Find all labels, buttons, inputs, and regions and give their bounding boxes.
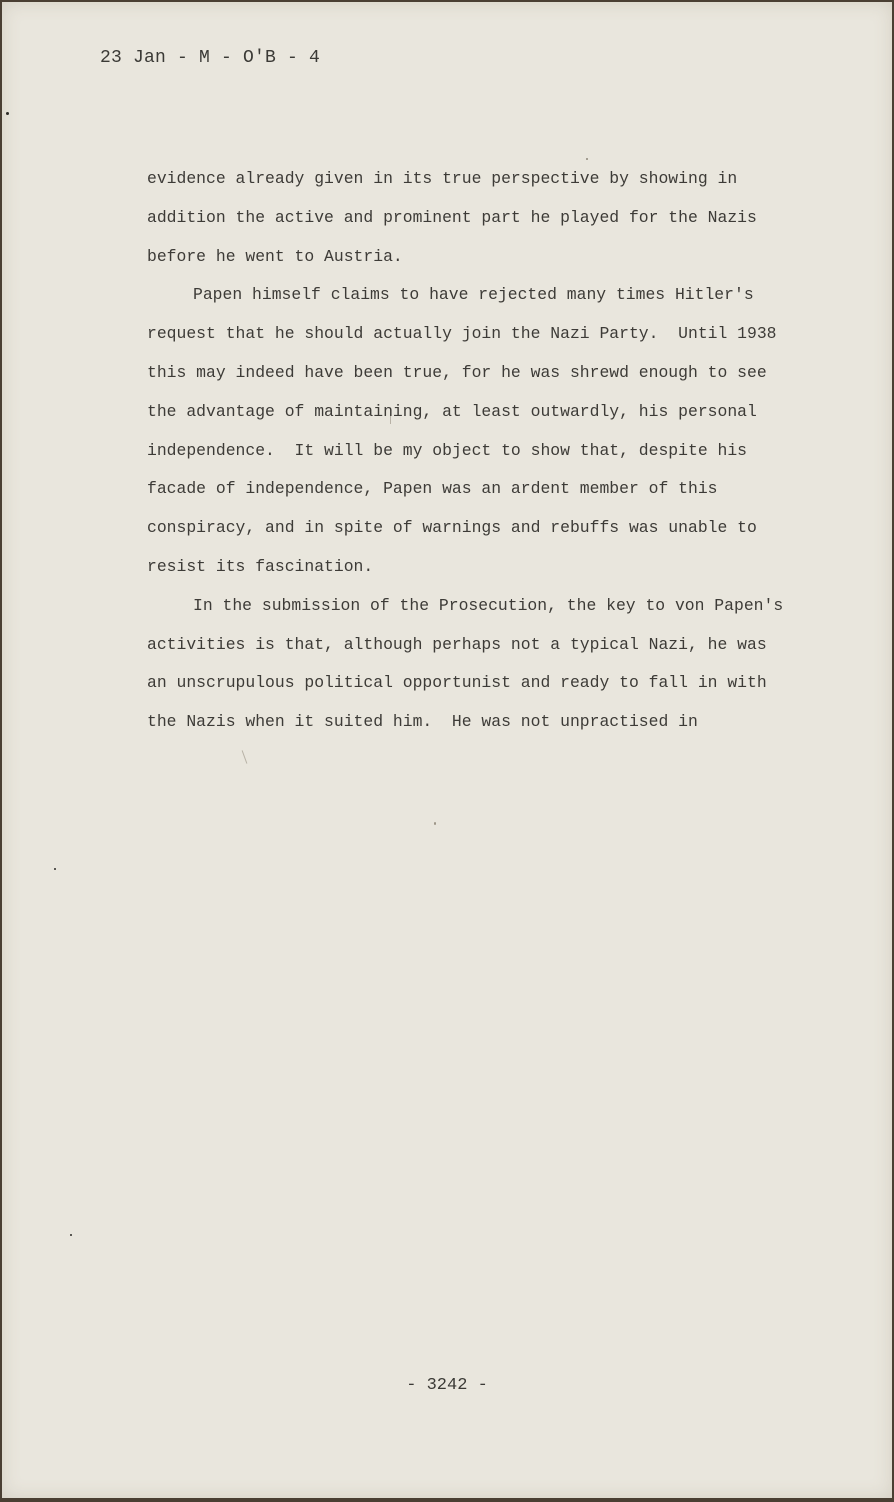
paper-speck bbox=[434, 822, 436, 825]
text-line: facade of independence, Papen was an ardent member of this bbox=[147, 479, 718, 499]
text-line: conspiracy, and in spite of warnings and rebuffs was unable to bbox=[147, 518, 757, 538]
text-line: request that he should actually join the Nazi Party. Until 1938 bbox=[147, 324, 777, 344]
text-line: addition the active and prominent part he played for the Nazis bbox=[147, 207, 757, 227]
paper-speck bbox=[6, 112, 9, 115]
paper-mark bbox=[242, 750, 248, 763]
paragraph-1 bbox=[147, 160, 787, 276]
text-line: resist its fascination. bbox=[147, 556, 374, 576]
text-line: before he went to Austria. bbox=[147, 246, 403, 266]
text-line: the advantage of maintaining, at least outwardly, his personal bbox=[147, 401, 757, 421]
text-line: independence. It will be my object to show that, despite his bbox=[147, 440, 747, 460]
text-line: In the submission of the Prosecution, the key to von Papen's bbox=[193, 595, 784, 615]
paragraph-3 bbox=[147, 587, 787, 742]
paper-speck bbox=[70, 1234, 72, 1236]
page-reference-header: 23 Jan - M - O'B - 4 bbox=[100, 48, 321, 68]
text-line: Papen himself claims to have rejected many times Hitler's bbox=[193, 285, 754, 305]
page-number: - 3242 - bbox=[406, 1376, 488, 1395]
paragraph-2 bbox=[147, 276, 787, 586]
text-line: the Nazis when it suited him. He was not unpractised in bbox=[147, 712, 698, 732]
text-line: an unscrupulous political opportunist and ready to fall in with bbox=[147, 673, 767, 693]
paper-speck bbox=[54, 868, 56, 870]
text-line: evidence already given in its true perspective by showing in bbox=[147, 169, 738, 188]
text-line: this may indeed have been true, for he was shrewd enough to see bbox=[147, 362, 767, 382]
document-body bbox=[147, 160, 787, 742]
document-page bbox=[2, 2, 892, 1498]
text-line: activities is that, although perhaps not a typical Nazi, he was bbox=[147, 634, 767, 654]
